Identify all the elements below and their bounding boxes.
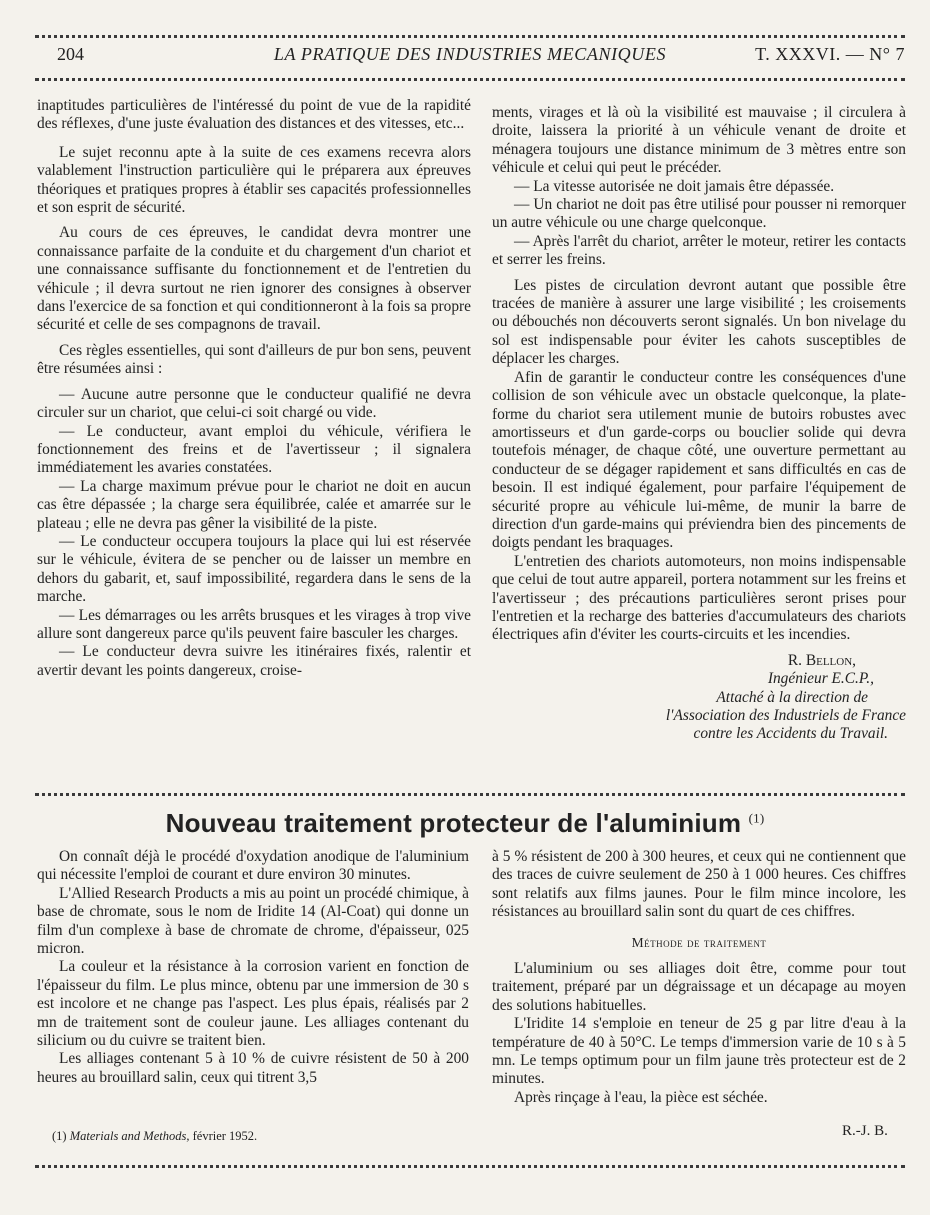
page-header <box>35 44 905 70</box>
author-title: Ingénieur E.C.P., <box>767 670 874 688</box>
paragraph: L'aluminium ou ses alliages doit être, comme pour tout traitement, préparé par un dégraissage et un décapage au moyen des solutions habituelles. <box>492 960 906 1014</box>
article2-title-text: Nouveau traitement protecteur de l'aluminium <box>165 808 742 838</box>
article2-title <box>0 808 930 839</box>
author-initials: R.-J. B. <box>842 1123 888 1139</box>
list-item: — Le conducteur devra suivre les itinéraires fixés, ralentir et avertir devant les points dangereux, croise- <box>37 643 471 679</box>
article2-right-column <box>492 848 906 1107</box>
paragraph: L'Iridite 14 s'emploie en teneur de 25 g par litre d'eau à la température de 40 à 50°C. Le temps d'immersion varie de 10 s à 5 mn. Le temps optimum pour un film jaune très protecteur est de 2 minutes. <box>492 1015 906 1088</box>
paragraph: Au cours de ces épreuves, le candidat devra montrer une connaissance parfaite de la conduite et du chargement d'un chariot et une connaissance suffisante du fonctionnement et de l'entretien du véhicule ; il devra surtout ne rien ignorer des consignes à observer dans l'exercice de sa fonction et qui conditionneront à la fois sa propre sécurité et celle de ses compagnons de travail. <box>37 224 471 334</box>
author-affiliation: Attaché à la direction de <box>716 688 868 706</box>
paragraph: Ces règles essentielles, qui sont d'ailleurs de pur bon sens, peuvent être résumées ainsi : <box>37 341 471 378</box>
author-affiliation: contre les Accidents du Travail. <box>693 725 888 743</box>
section-subheading: Méthode de traitement <box>631 934 767 950</box>
paragraph: On connaît déjà le procédé d'oxydation anodique de l'aluminium qui nécessite l'emploi de courant et dure environ 30 minutes. <box>37 848 469 884</box>
signature-block <box>492 652 906 744</box>
list-item: — Après l'arrêt du chariot, arrêter le moteur, retirer les contacts et serrer les freins. <box>492 232 906 269</box>
footnote-ref: (1) <box>748 810 765 826</box>
section-dotted-rule <box>35 793 905 796</box>
list-item: — Le conducteur, avant emploi du véhicule, vérifiera le fonctionnement des freins et de l'avertisseur ; il signalera immédiatement les avaries constatées. <box>37 422 471 477</box>
paragraph: inaptitudes particulières de l'intéressé du point de vue de la rapidité des réflexes, d'une juste évaluation des distances et des vitesses, etc... <box>37 97 471 133</box>
list-item: — La charge maximum prévue pour le chariot ne doit en aucun cas être dépassée ; la charge sera équilibrée, calée et amarrée sur le plateau ; elle ne devra pas gêner la visibilité de la piste. <box>37 477 471 532</box>
paragraph: L'entretien des chariots automoteurs, non moins indispensable que celui de tout autre appareil, portera notamment sur les freins et l'avertisseur ; des précautions particulières seront prises pour l'entretien et la recharge des batteries d'accumulateurs des chariots électriques afin d'éviter les courts-circuits et les incendies. <box>492 552 906 644</box>
journal-title: LA PRATIQUE DES INDUSTRIES MECANIQUES <box>273 44 667 64</box>
list-item: — Le conducteur occupera toujours la place qui lui est réservée sur le véhicule, évitera de se pencher ou de laisser un membre en dehors du gabarit, et, sauf impossibilité, regardera dans le sens de la marche. <box>37 532 471 606</box>
paragraph: La couleur et la résistance à la corrosion varient en fonction de l'épaisseur du film. Le plus mince, obtenu par une immersion de 30 s est incolore et ne change pas l'aspect. Les plus épais, réalisés par 2 mn de traitement sont de couleur jaune. Les alliages contenant du silicium ou du cuivre se traitent bien. <box>37 958 469 1050</box>
article1-left-column <box>37 97 471 680</box>
list-item: — Aucune autre personne que le conducteur qualifié ne devra circuler sur un chariot, que celui-ci soit chargé ou vide. <box>37 385 471 422</box>
paragraph: Les alliages contenant 5 à 10 % de cuivre résistent de 50 à 200 heures au brouillard salin, ceux qui titrent 3,5 <box>37 1050 469 1086</box>
paragraph: L'Allied Research Products a mis au point un procédé chimique, à base de chromate, sous le nom de Iridite 14 (Al-Coat) qui donne un film d'un complexe à base de chromate de chrome, d'épaisseur, 025 micron. <box>37 884 469 958</box>
list-item: — Les démarrages ou les arrêts brusques et les virages à trop vive allure sont dangereux parce qu'ils peuvent faire basculer les charges. <box>37 606 471 642</box>
list-item: — La vitesse autorisée ne doit jamais être dépassée. <box>514 177 835 195</box>
footnote-mark: (1) <box>52 1129 67 1143</box>
paragraph: Afin de garantir le conducteur contre les conséquences d'une collision de son véhicule avec un obstacle quelconque, la plate-forme du chariot sera utilement munie de butoirs robustes avec amortisseurs et d'un garde-corps ou bouclier solide qui devra toutefois ménager, de chaque côté, une ouverture permettant au conducteur de se dégager rapidement et sans difficultés en cas de besoin. Il est indiqué également, pour parfaire l'équipement de sécurité propre au véhicule lui-même, de munir la barre de direction d'un garde-mains qui préviendra bien des pincements de doigts pendant les braquages. <box>492 368 906 552</box>
footnote-date: février 1952. <box>192 1129 258 1143</box>
author-name: R. Bellon, <box>787 651 856 669</box>
page-number: 204 <box>57 44 84 64</box>
article2-left-column <box>37 848 469 1087</box>
header-dotted-rule <box>35 78 905 81</box>
author-affiliation: l'Association des Industriels de France <box>665 707 906 724</box>
paragraph: Après rinçage à l'eau, la pièce est séchée. <box>514 1088 768 1106</box>
paragraph: Le sujet reconnu apte à la suite de ces examens recevra alors valablement l'instruction particulière qui le préparera aux épreuves théoriques et pratiques propres à établir ses capacités professionnelles et son esprit de sécurité. <box>37 143 471 217</box>
footnote <box>52 1129 257 1144</box>
list-item: — Un chariot ne doit pas être utilisé pour pousser ni remorquer un autre véhicule ou une charge quelconque. <box>492 196 906 232</box>
bottom-dotted-rule <box>35 1165 905 1168</box>
paragraph: à 5 % résistent de 200 à 300 heures, et ceux qui ne contiennent que des traces de cuivre seulement de 250 à 1 000 heures. Ces chiffres sont relatifs aux films jaunes. Pour le film mince incolore, les résistances au brouillard salin sont du quart de ces chiffres. <box>492 848 906 921</box>
paragraph: ments, virages et là où la visibilité est mauvaise ; il circulera à droite, laissera la priorité à un véhicule venant de droite et ménagera toujours une distance minimum de 3 mètres entre son véhicule et celui qui peut le précéder. <box>492 104 906 177</box>
footnote-source: Materials and Methods, <box>69 1129 190 1143</box>
article1-right-column <box>492 104 906 744</box>
paragraph: Les pistes de circulation devront autant que possible être tracées de manière à assurer une large visibilité ; les croisements ou débouchés non découverts seront signalés. Un bon nivelage du sol est indispensable pour éviter les cahots susceptibles de déplacer les charges. <box>492 276 906 368</box>
top-dotted-rule <box>35 35 905 38</box>
volume-issue: T. XXXVI. — N° 7 <box>755 44 905 64</box>
